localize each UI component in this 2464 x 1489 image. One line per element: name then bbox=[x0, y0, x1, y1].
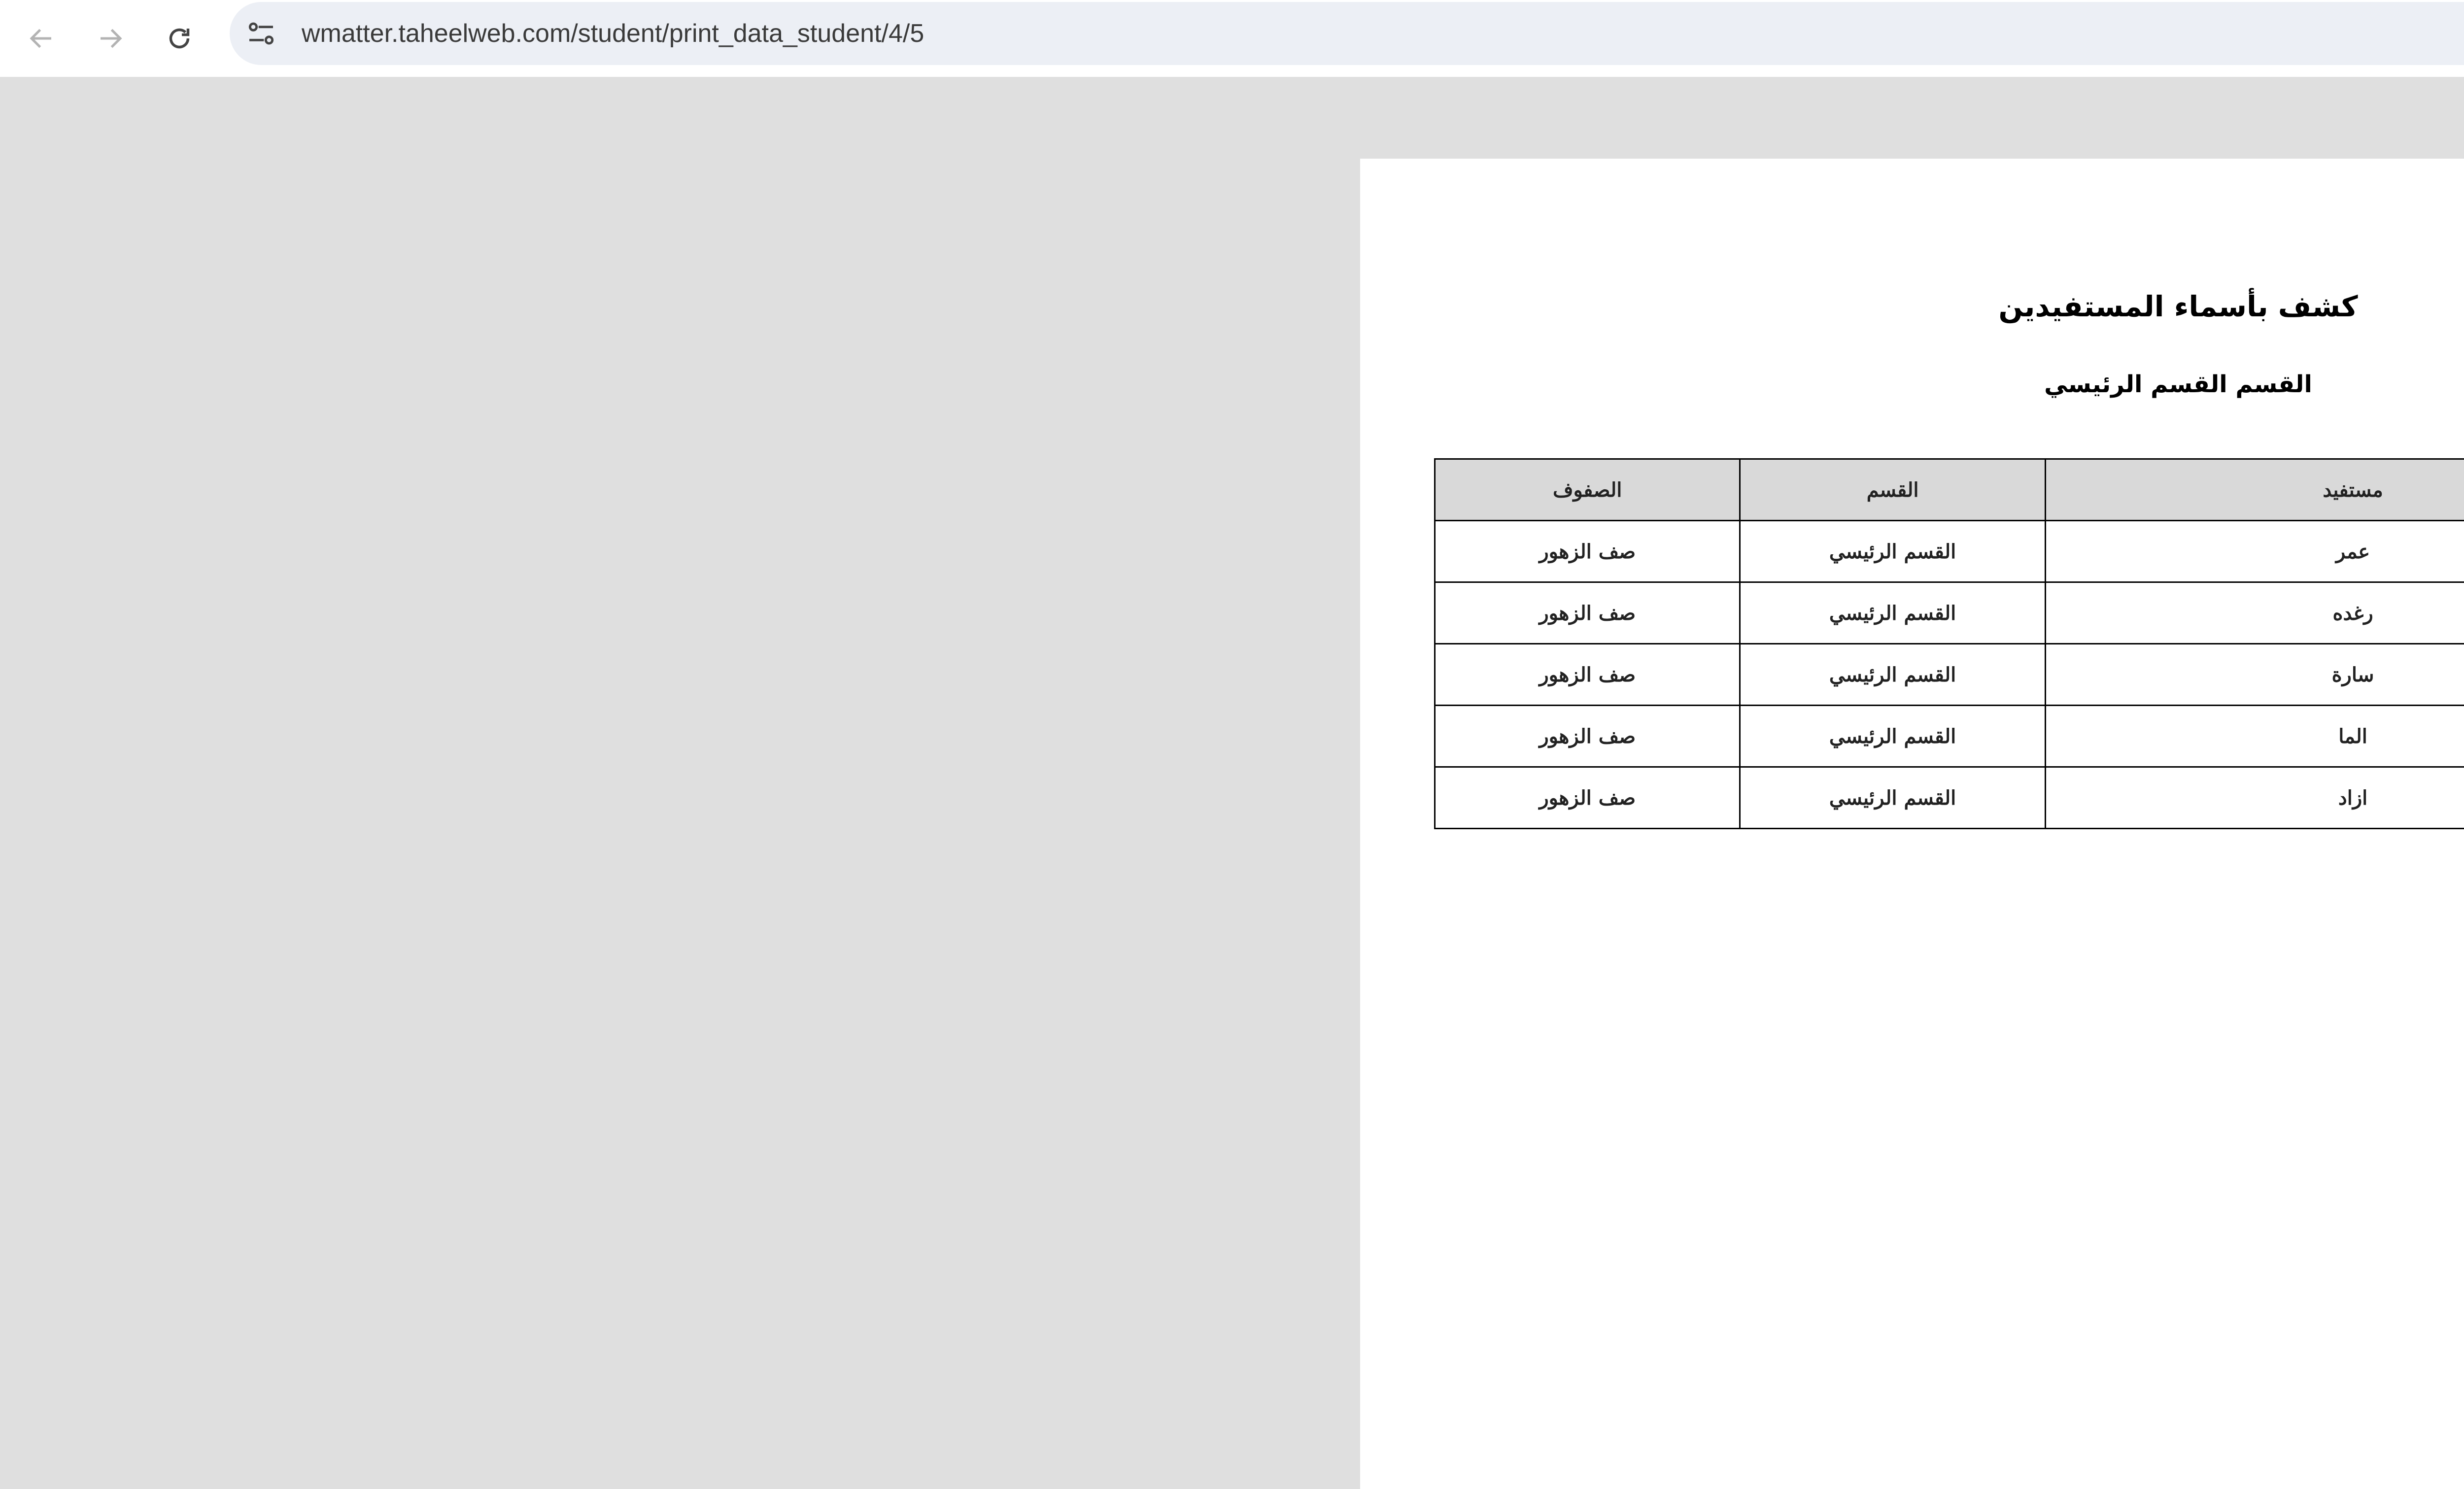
print-page bbox=[1360, 159, 2464, 1489]
browser-toolbar bbox=[0, 0, 2464, 77]
cell-section: القسم الرئيسي bbox=[1740, 582, 2045, 644]
table-row bbox=[1435, 521, 2464, 582]
cell-section: القسم الرئيسي bbox=[1740, 644, 2045, 706]
table-row bbox=[1435, 706, 2464, 767]
header-beneficiary: مستفيد bbox=[2045, 459, 2464, 521]
cell-class: صف الزهور bbox=[1435, 644, 1740, 706]
cell-beneficiary: عمر bbox=[2045, 521, 2464, 582]
cell-class: صف الزهور bbox=[1435, 767, 1740, 829]
cell-section: القسم الرئيسي bbox=[1740, 706, 2045, 767]
page-title: كشف بأسماء المستفيدين bbox=[1878, 290, 2464, 323]
forward-arrow-icon bbox=[96, 24, 125, 53]
reload-button[interactable] bbox=[156, 15, 203, 62]
reload-icon bbox=[165, 24, 194, 53]
cell-section: القسم الرئيسي bbox=[1740, 521, 2045, 582]
cell-beneficiary: سارة bbox=[2045, 644, 2464, 706]
beneficiaries-table bbox=[1434, 458, 2464, 829]
cell-class: صف الزهور bbox=[1435, 582, 1740, 644]
address-bar[interactable] bbox=[230, 2, 2464, 65]
url-text[interactable]: wmatter.taheelweb.com/student/print_data_student/4/5 bbox=[302, 17, 924, 50]
table-row bbox=[1435, 644, 2464, 706]
cell-beneficiary: رغده bbox=[2045, 582, 2464, 644]
forward-button[interactable] bbox=[87, 15, 134, 62]
back-button[interactable] bbox=[18, 15, 65, 62]
table-header-row bbox=[1435, 459, 2464, 521]
cell-class: صف الزهور bbox=[1435, 521, 1740, 582]
cell-beneficiary: الما bbox=[2045, 706, 2464, 767]
header-classes: الصفوف bbox=[1435, 459, 1740, 521]
table-row bbox=[1435, 582, 2464, 644]
header-section: القسم bbox=[1740, 459, 2045, 521]
cell-section: القسم الرئيسي bbox=[1740, 767, 2045, 829]
site-info-icon[interactable] bbox=[245, 18, 277, 49]
cell-beneficiary: ازاد bbox=[2045, 767, 2464, 829]
cell-class: صف الزهور bbox=[1435, 706, 1740, 767]
table-row bbox=[1435, 767, 2464, 829]
back-arrow-icon bbox=[27, 24, 56, 53]
page-subtitle: القسم القسم الرئيسي bbox=[1878, 371, 2464, 398]
